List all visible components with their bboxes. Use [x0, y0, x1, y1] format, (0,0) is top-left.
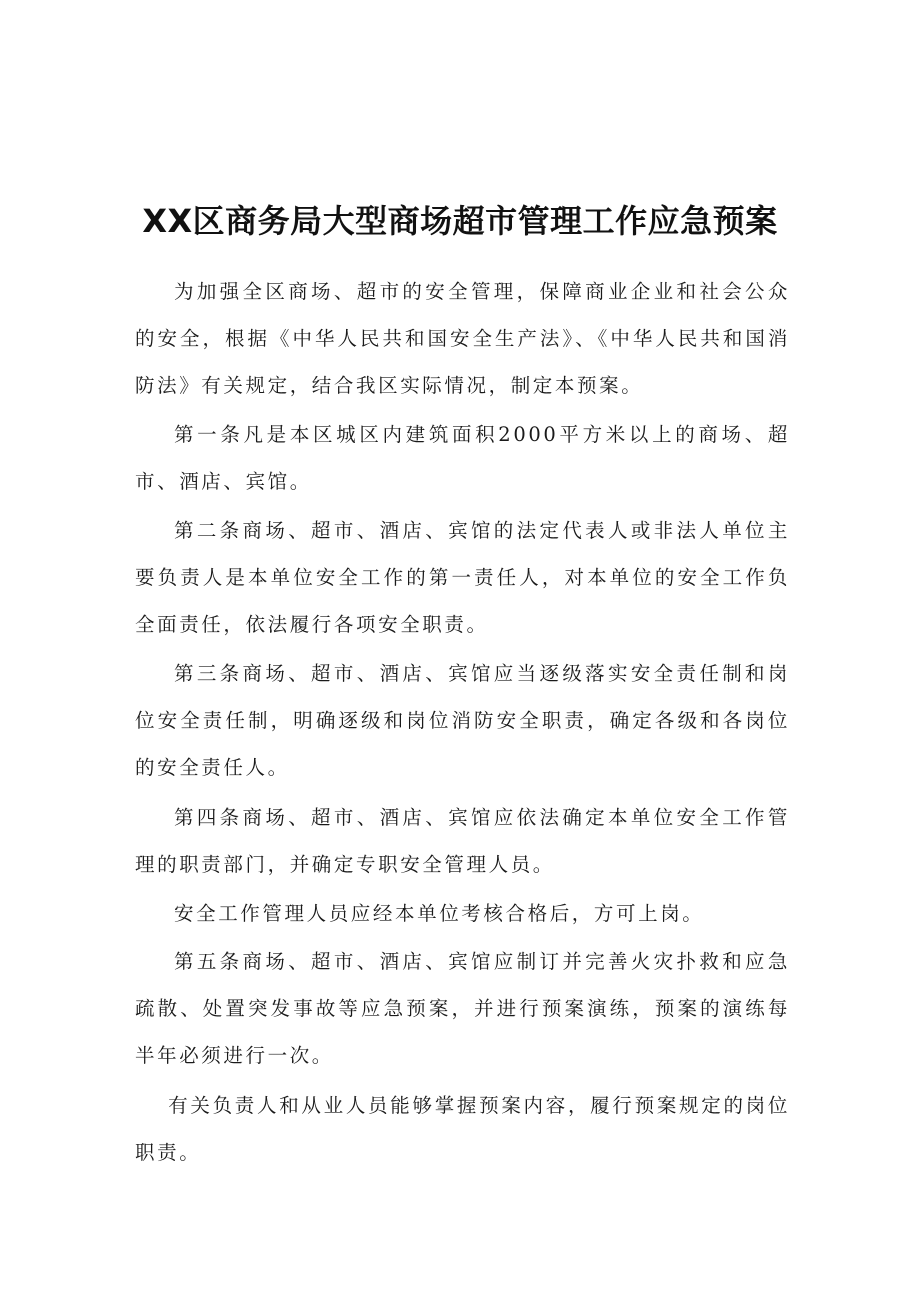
paragraph-article-2: 第二条商场、超市、酒店、宾馆的法定代表人或非法人单位主要负责人是本单位安全工作的第一责任人，对本单位的安全工作负全面责任，依法履行各项安全职责。	[135, 519, 790, 636]
paragraph-intro: 为加强全区商场、超市的安全管理，保障商业企业和社会公众的安全，根据《中华人民共和国安全生产法》、《中华人民共和国消防法》有关规定，结合我区实际情况，制定本预案。	[135, 280, 790, 397]
paragraph-article-5: 第五条商场、超市、酒店、宾馆应制订并完善火灾扑救和应急疏散、处置突发事故等应急预案，并进行预案演练，预案的演练每半年必须进行一次。	[135, 950, 790, 1067]
paragraph-article-3: 第三条商场、超市、酒店、宾馆应当逐级落实安全责任制和岗位安全责任制，明确逐级和岗位消防安全职责，确定各级和各岗位的安全责任人。	[135, 662, 790, 779]
document-title: XX区商务局大型商场超市管理工作应急预案	[142, 202, 778, 241]
paragraph-article-4: 第四条商场、超市、酒店、宾馆应依法确定本单位安全工作管理的职责部门，并确定专职安全管理人员。	[135, 806, 790, 876]
paragraph-article-1: 第一条凡是本区城区内建筑面积2000平方米以上的商场、超市、酒店、宾馆。	[135, 423, 790, 493]
paragraph-article-5-note: 有关负责人和从业人员能够掌握预案内容，履行预案规定的岗位职责。	[135, 1094, 790, 1164]
paragraph-article-4-note: 安全工作管理人员应经本单位考核合格后，方可上岗。	[174, 902, 705, 925]
